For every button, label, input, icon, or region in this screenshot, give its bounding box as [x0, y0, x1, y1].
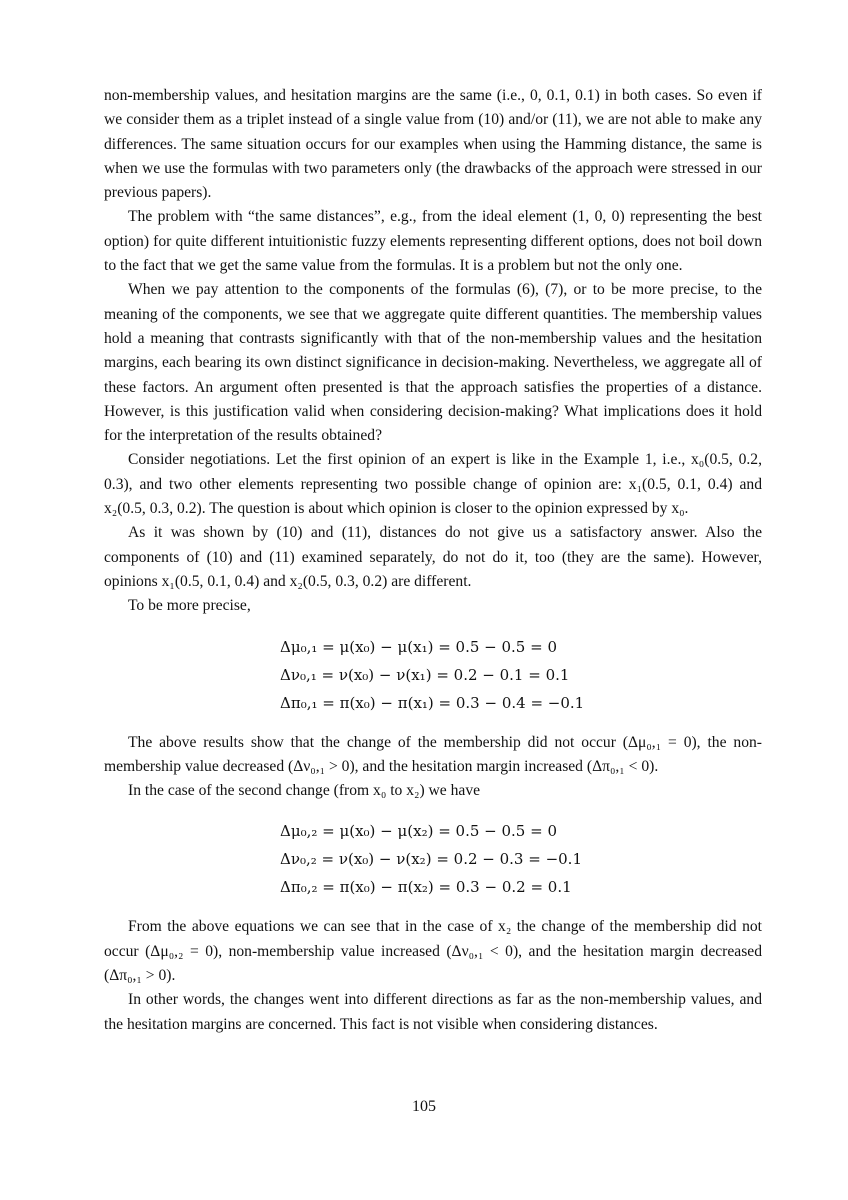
- paragraph-4: Consider negotiations. Let the first opinion of an expert is like in the Example 1, i.e., x₀(0.5, 0.2, 0.3), and two other elements representing two possible change of opinion are: x₁(0.5, 0.1, 0.4) and x₂(0.5, 0.3, 0.2). The question is about which opinion is closer to the opinion expressed by x₀.: [104, 451, 762, 518]
- equation-delta-mu-01: Δμ₀,₁ = μ(x₀) − μ(x₁) = 0.5 − 0.5 = 0: [280, 637, 558, 656]
- equation-block-2: [280, 817, 762, 901]
- paragraph-1: non-membership values, and hesitation margins are the same (i.e., 0, 0.1, 0.1) in both cases. So even if we consider them as a triplet instead of a single value from (10) and/or (11), we are not able to make any differences. The same situation occurs for our examples when using the Hamming distance, the same is when we use the formulas with two parameters only (the drawbacks of the approach were stressed in our previous papers).: [104, 87, 762, 202]
- paragraph-5: As it was shown by (10) and (11), distances do not give us a satisfactory answer. Also the components of (10) and (11) examined separately, do not do it, too (they are the same). However, opinions x₁(0.5, 0.1, 0.4) and x₂(0.5, 0.3, 0.2) are different.: [104, 524, 762, 590]
- equation-delta-nu-02: Δν₀,₂ = ν(x₀) − ν(x₂) = 0.2 − 0.3 = −0.1: [280, 850, 582, 869]
- equation-delta-mu-02: Δμ₀,₂ = μ(x₀) − μ(x₂) = 0.5 − 0.5 = 0: [280, 822, 558, 841]
- paragraph-3: When we pay attention to the components of the formulas (6), (7), or to be more precise, to the meaning of the components, we see that we aggregate quite different quantities. The membership values hold a meaning that contrasts significantly with that of the non-membership values and the hesitation margins, each bearing its own distinct significance in decision-making. Nevertheless, we aggregate all of these factors. An argument often presented is that the approach satisfies the properties of a distance. However, is this justification valid when considering decision-making? What implications does it hold for the interpretation of the results obtained?: [104, 281, 762, 445]
- equation-delta-pi-01: Δπ₀,₁ = π(x₀) − π(x₁) = 0.3 − 0.4 = −0.1: [280, 693, 585, 712]
- page-body: [104, 84, 762, 1037]
- paragraph-8: In the case of the second change (from x₀ to x₂) we have: [128, 782, 481, 800]
- equation-delta-nu-01: Δν₀,₁ = ν(x₀) − ν(x₁) = 0.2 − 0.1 = 0.1: [280, 665, 570, 684]
- paragraph-10: In other words, the changes went into different directions as far as the non-membership values, and the hesitation margins are concerned. This fact is not visible when considering distances.: [104, 991, 762, 1033]
- paragraph-7: The above results show that the change of the membership did not occur (Δμ₀,₁ = 0), the non-membership value decreased (Δν₀,₁ > 0), and the hesitation margin increased (Δπ₀,₁ < 0).: [104, 733, 762, 775]
- page-number: 105: [412, 1098, 436, 1115]
- paragraph-6: To be more precise,: [128, 597, 251, 615]
- paragraph-9: From the above equations we can see that in the case of x₂ the change of the membership did not occur (Δμ₀,₂ = 0), non-membership value increased (Δν₀,₁ < 0), and the hesitation margin decreased (Δπ₀,₁ > 0).: [104, 918, 762, 985]
- equation-delta-pi-02: Δπ₀,₂ = π(x₀) − π(x₂) = 0.3 − 0.2 = 0.1: [280, 878, 572, 897]
- equation-block-1: [280, 633, 762, 717]
- paragraph-2: The problem with “the same distances”, e.g., from the ideal element (1, 0, 0) representing the best option) for quite different intuitionistic fuzzy elements representing different options, does not boil down to the fact that we get the same value from the formulas. It is a problem but not the only one.: [104, 208, 762, 275]
